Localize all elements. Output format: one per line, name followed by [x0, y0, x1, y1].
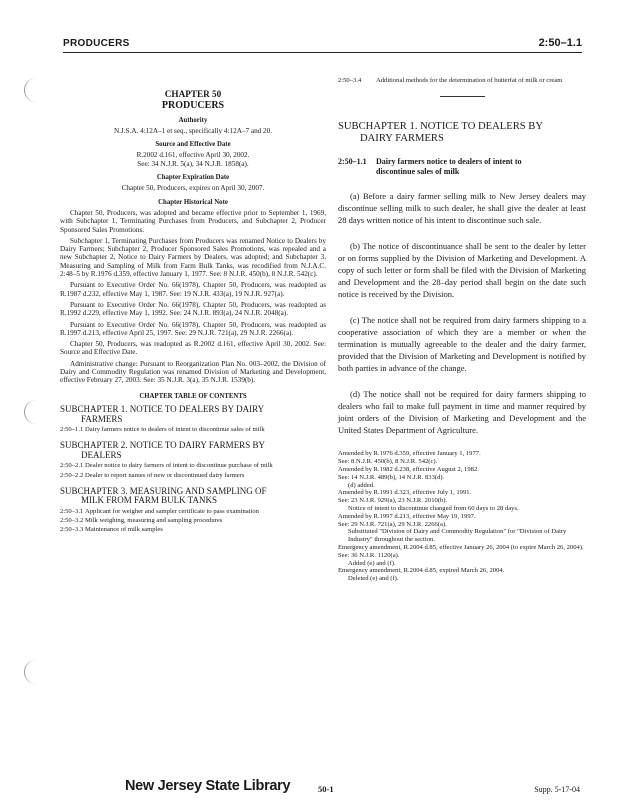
toc-entry-title: Dairy farmers notice to dealers of intent to discontinue sales of milk	[85, 426, 265, 434]
toc-entry[interactable]	[60, 526, 326, 533]
running-header-title: PRODUCERS	[63, 38, 130, 49]
history-line: See: 23 N.J.R. 929(a), 23 N.J.R. 2010(b).	[338, 497, 448, 505]
authority-text: N.J.S.A. 4:12A–1 et seq., specifically 4:12A–7 and 20.	[113, 126, 273, 135]
supplement-date: Supp. 5-17-04	[534, 785, 580, 794]
toc-heading: CHAPTER TABLE OF CONTENTS	[139, 392, 247, 400]
right-column	[338, 77, 586, 583]
toc-entry[interactable]	[338, 77, 586, 84]
source-line: R.2002 d.161, effective April 30, 2002.	[136, 151, 250, 160]
expiration-heading: Chapter Expiration Date	[156, 174, 230, 182]
history-line: See: 36 N.J.R. 1120(a).	[338, 551, 400, 559]
history-line: Amended by R.1997 d.213, effective May 19, 1997.	[338, 512, 476, 520]
punch-hole-mark	[24, 400, 44, 424]
punch-hole-mark	[24, 78, 44, 102]
history-heading: Chapter Historical Note	[158, 198, 228, 206]
section-heading	[338, 157, 586, 176]
toc-subchapter-title-cont: MILK FROM FARM BULK TANKS	[81, 495, 217, 506]
page-number: 50-1	[318, 784, 334, 794]
section-paragraph-c: (c) The notice shall not be required from dairy farmers shipping to a cooperative association of which they are a member or when the termination is mutually agreeable to the dealer and the dairy farmer, provided that the Division of Marketing and Development is notified by both parties in advance of the change.	[338, 315, 586, 374]
subchapter-heading-line: SUBCHAPTER 1. NOTICE TO DEALERS BY	[338, 121, 544, 133]
chapter-number: CHAPTER 50	[164, 89, 222, 99]
toc-entry-number: 2:50–3.3	[60, 526, 84, 534]
history-line: See: 14 N.J.R. 489(b), 14 N.J.R. 833(d).	[338, 473, 445, 481]
history-line: Emergency amendment, R.2004 d.85, expired March 26, 2004.	[338, 567, 505, 575]
expiration-text: Chapter 50, Producers, expires on April 30, 2007.	[121, 184, 265, 193]
toc-entry[interactable]	[60, 508, 326, 515]
toc-entry-title: Additional methods for the determination of butterfat of milk or cream	[376, 77, 563, 84]
toc-entry-number: 2:50–2.1	[60, 462, 84, 470]
toc-entry-title: Dealer to report names of new or discontinued dairy farmers	[85, 471, 245, 479]
authority-heading: Authority	[178, 116, 208, 124]
history-line: (d) added.	[348, 481, 375, 489]
toc-entry-number: 2:50–1.1	[60, 426, 84, 434]
subchapter-1-heading	[338, 121, 586, 145]
source-line: See: 34 N.J.R. 5(a), 34 N.J.R. 1858(a).	[137, 159, 249, 168]
toc-subchapter-title-cont: FARMERS	[81, 413, 123, 424]
toc-entry-number: 2:50–3.4	[338, 77, 362, 84]
toc-entry-title: Milk weighing, measuring and sampling procedures	[85, 517, 223, 525]
chapter-name: PRODUCERS	[161, 100, 225, 112]
toc-entry-title: Dealer notice to dairy farmers of intent to discontinue purchase of milk	[85, 462, 273, 470]
toc-subchapter-title: SUBCHAPTER 1. NOTICE TO DEALERS BY DAIRY	[60, 403, 265, 414]
running-header-section: 2:50–1.1	[538, 37, 582, 49]
history-line: Amended by R.1976 d.359, effective January 1, 1977.	[338, 450, 481, 458]
history-line: See: 29 N.J.R. 721(a), 29 N.J.R. 2266(a).	[338, 520, 447, 528]
history-paragraph: Pursuant to Executive Order No. 66(1978), Chapter 50, Producers, was readopted as R.1987 d.232, effective May 1, 1987. See: 19 N.J.R. 433(a), 19 N.J.R. 927(a).	[60, 281, 326, 298]
toc-entry[interactable]	[60, 472, 326, 479]
toc-entry-title: Maintenance of milk samples	[85, 526, 163, 534]
history-line: Amended by R.1982 d.238, effective August 2, 1982.	[338, 465, 479, 473]
history-paragraph: Subchapter 1, Terminating Purchases from Producers was renamed Notice to Dealers by Dairy Farmers; Subchapter 2, Producer Sponsored Sales Promotions, was repealed and a new Subchapter 2, Notice to Dairy Farmers by Dealers, was adopted; and Subchapter 3, Measuring and Sampling of Milk from Farm Bulk Tanks, was recodified from N.J.A.C. 2:48–5 by R.1976 d.359, effective January 1, 1977. See: 8 N.J.R. 450(b), 8 N.J.R. 542(c).	[60, 236, 326, 279]
subchapter-heading-line: DAIRY FARMERS	[360, 133, 444, 145]
history-line: Amended by R.1991 d.323, effective July 1, 1991.	[338, 489, 472, 497]
header-rule	[63, 52, 582, 53]
history-paragraph: Pursuant to Executive Order No. 66(1978), Chapter 50, Producers, was readopted as R.1992 d.229, effective May 1, 1992. See: 24 N.J.R. 893(a), 24 N.J.R. 2048(a).	[60, 300, 326, 318]
history-line: Deleted (e) and (f).	[348, 575, 399, 583]
source-heading: Source and Effective Date	[155, 141, 231, 149]
toc-entry-title: Applicant for weigher and sampler certificate to pass examination	[85, 508, 259, 516]
history-line: See: 8 N.J.R. 450(b), 8 N.J.R. 542(c).	[338, 458, 438, 466]
section-paragraph-b: (b) The notice of discontinuance shall be sent to the dealer by letter or on forms supplied by the Division of Marketing and Development. A copy of such letter or form shall be filed with the Division of Marketing and Development and the 28–day period shall begin on the date such notice is received by the Division.	[338, 241, 586, 300]
section-title: Dairy farmers notice to dealers of intent to	[376, 157, 522, 167]
history-line: Notice of intent to discontinue changed from 60 days to 28 days.	[348, 504, 519, 512]
toc-subchapter-title-cont: DEALERS	[81, 449, 122, 460]
toc-subchapter-1[interactable]	[60, 405, 326, 424]
toc-entry[interactable]	[60, 462, 326, 469]
toc-entry[interactable]	[60, 517, 326, 524]
library-stamp: New Jersey State Library	[125, 778, 291, 794]
history-paragraph: Chapter 50, Producers, was readopted as R.2002 d.161, effective April 30, 2002. See: Source and Effective Date.	[60, 340, 326, 357]
toc-subchapter-title: SUBCHAPTER 2. NOTICE TO DAIRY FARMERS BY	[60, 440, 265, 451]
toc-subchapter-title: SUBCHAPTER 3. MEASURING AND SAMPLING OF	[60, 485, 267, 496]
history-line: Added (e) and (f).	[348, 559, 396, 567]
toc-subchapter-2[interactable]	[60, 441, 326, 460]
toc-entry-number: 2:50–3.2	[60, 517, 84, 525]
history-paragraph: Chapter 50, Producers, was adopted and became effective prior to September 1, 1969, with Subchapter 1, Terminating Purchases from Producers, and Subchapter 2, Producer Sponsored Sales Promotions.	[60, 208, 326, 234]
history-line: Emergency amendment, R.2004 d.85, effective January 26, 2004 (to expire March 26, 2004).	[338, 543, 584, 551]
section-number: 2:50–1.1	[338, 157, 367, 167]
toc-entry-number: 2:50–3.1	[60, 508, 84, 516]
toc-entry-number: 2:50–2.2	[60, 471, 84, 479]
toc-entry[interactable]	[60, 426, 326, 433]
section-title-cont: discontinue sales of milk	[376, 166, 460, 176]
section-history	[338, 450, 586, 583]
history-paragraph: Pursuant to Executive Order No. 66(1978), Chapter 50, Producers, was readopted as R.1997 d.213, effective April 25, 1997. See: 29 N.J.R. 721(a), 29 N.J.R. 2266(a).	[60, 320, 326, 337]
left-column	[60, 90, 326, 534]
punch-hole-mark	[24, 660, 44, 684]
section-paragraph-d: (d) The notice shall not be required for dairy farmers shipping to dealers who fail to make full payment in time and manner required by joint orders of the Division of Marketing and Development and the United States Department of Agriculture.	[338, 389, 586, 436]
section-divider	[440, 96, 485, 97]
section-paragraph-a: (a) Before a dairy farmer selling milk to New Jersey dealers may discontinue selling milk to such dealer, he shall give the dealer at least 28 days written notice of his intent to discontinue such sale.	[338, 191, 586, 226]
history-paragraph: Administrative change: Pursuant to Reorganization Plan No. 003–2002, the Division of Dairy and Commodity Regulation was renamed Division of Marketing and Development, effective February 27, 2003. See: 35 N.J.R. 3(a), 35 N.J.R. 1539(b).	[60, 359, 326, 385]
history-line: Substituted "Division of Dairy and Commodity Regulation" for "Division of Dairy Industry" throughout the section.	[348, 528, 567, 544]
toc-subchapter-3[interactable]	[60, 487, 326, 506]
